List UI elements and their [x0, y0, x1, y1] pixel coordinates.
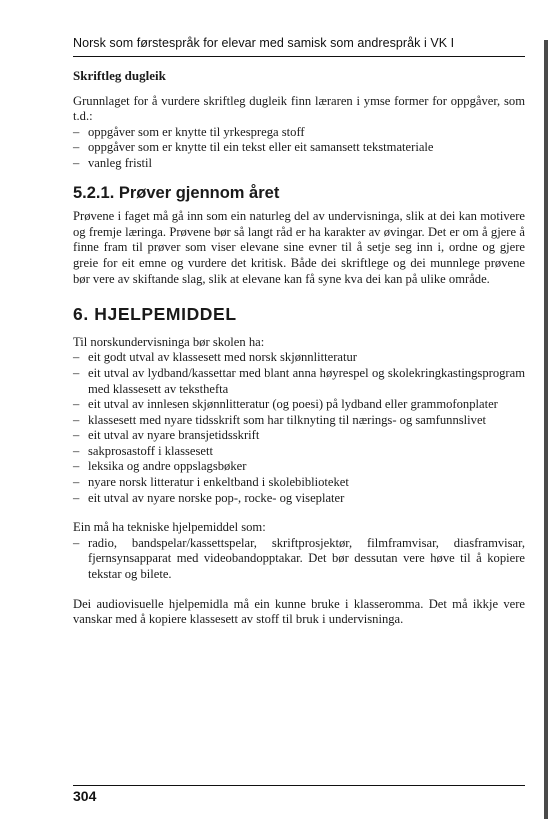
- skriftleg-intro: Grunnlaget for å vurdere skriftleg dugleik finn læraren i ymse former for oppgåver, som t.d.:: [73, 93, 525, 124]
- list-item: – vanleg fristil: [73, 156, 525, 172]
- chapter-6-intro: Til norskundervisninga bør skolen ha:: [73, 334, 265, 349]
- closing-paragraph: Dei audiovisuelle hjelpemidla må ein kunne bruke i klasseromma. Det må ikkje vere vanskar med å kopiere klassesett av stoff til bruk i undervisninga.: [73, 596, 525, 627]
- list-item: – radio, bandspelar/kassettspelar, skriftprosjektør, filmframvisar, diasframvisar, fjernsynsapparat med videobandopptakar. Det bør dessutan vere høve til å kopiere tekstar og bilete.: [73, 536, 525, 583]
- running-header: Norsk som førstespråk for elevar med samisk som andrespråk i VK I: [73, 36, 455, 50]
- skriftleg-list: [73, 125, 525, 172]
- footer-rule: [73, 785, 525, 786]
- list-item: – oppgåver som er knytte til yrkesprega stoff: [73, 125, 525, 141]
- list-item: – eit utval av innlesen skjønnlitteratur (og poesi) på lydband eller grammofonplater: [73, 397, 525, 413]
- chapter-heading-6: 6. HJELPEMIDDEL: [73, 304, 237, 325]
- equipment-list: [73, 350, 525, 506]
- section-heading-5-2-1: 5.2.1. Prøver gjennom året: [73, 183, 280, 202]
- list-item: – eit utval av nyare norske pop-, rocke- og viseplater: [73, 491, 525, 507]
- section-5-2-1-body: Prøvene i faget må gå inn som ein naturleg del av undervisninga, slik at dei kan motivere og fremje læringa. Prøvene bør så langt råd er ha karakter av øvingar. Det er om å gjere å finne fram til prøver som viser elevane sine evner til å setje seg inn i, ordne og gjere greie for eit emne og vurdere det kritisk. Både dei skriftlege og dei munnlege prøvene bør vere av skiftande slag, slik at elevane kan få syne kva dei kan på ulike område.: [73, 209, 525, 286]
- list-item: – leksika og andre oppslagsbøker: [73, 459, 525, 475]
- page-number: 304: [73, 788, 97, 804]
- list-item: – eit utval av nyare bransjetidsskrift: [73, 428, 525, 444]
- list-item: – sakprosastoff i klassesett: [73, 444, 525, 460]
- page-content: [73, 68, 525, 628]
- skriftleg-heading: Skriftleg dugleik: [73, 68, 166, 83]
- list-item: – eit utval av lydband/kassettar med blant anna høyrespel og skolekringkastingsprogram med klassesett av teksthefta: [73, 366, 525, 397]
- header-rule: [73, 56, 525, 57]
- technical-aids-list: [73, 536, 525, 583]
- list-item: – klassesett med nyare tidsskrift som har tilknyting til nærings- og samfunnslivet: [73, 413, 525, 429]
- list-item: – oppgåver som er knytte til ein tekst eller eit samansett tekstmateriale: [73, 140, 525, 156]
- list-item: – eit godt utval av klassesett med norsk skjønnlitteratur: [73, 350, 525, 366]
- page-edge-shadow: [544, 40, 548, 819]
- list-item: – nyare norsk litteratur i enkeltband i skolebiblioteket: [73, 475, 525, 491]
- technical-aids-intro: Ein må ha tekniske hjelpemiddel som:: [73, 520, 266, 535]
